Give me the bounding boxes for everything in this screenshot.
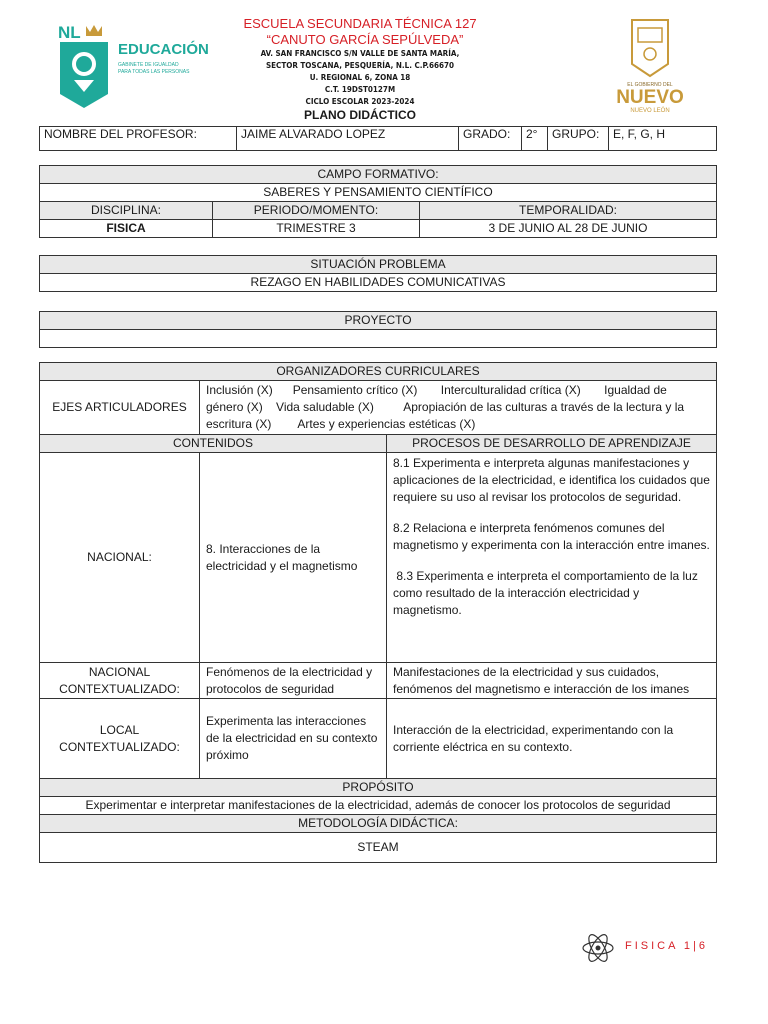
contenidos-label: CONTENIDOS [40,435,387,453]
nuevo-leon-logo [600,14,700,114]
school-name: ESCUELA SECUNDARIA TÉCNICA 127 [243,16,477,31]
situacion-table [39,255,717,292]
gob-nuevo: NUEVO [616,87,684,108]
temporalidad-value: 3 DE JUNIO AL 28 DE JUNIO [420,220,717,238]
nacional-procesos [387,453,717,663]
atom-icon [580,930,616,966]
grade-label: GRADO: [459,127,522,151]
teacher-name: JAIME ALVARADO LOPEZ [237,127,459,151]
campo-value: SABERES Y PENSAMIENTO CIENTÍFICO [40,184,717,202]
nacional-contenido: 8. Interacciones de la electricidad y el magnetismo [200,453,387,663]
ejes-line-1: Inclusión (X) Pensamiento crítico (X) Interculturalidad crítica (X) Igualdad de [206,383,667,397]
teacher-label: NOMBRE DEL PROFESOR: [40,127,237,151]
nacional-ctx-label: NACIONAL CONTEXTUALIZADO: [40,663,200,699]
teacher-table [39,126,717,151]
proposito-label: PROPÓSITO [40,779,717,797]
ejes-line-2: género (X) Vida saludable (X) Apropiación de las culturas a través de la lectura y la [206,400,685,414]
ejes-content [200,381,717,435]
school-cycle: CICLO ESCOLAR 2023-2024 [305,97,415,106]
ejes-label: EJES ARTICULADORES [40,381,200,435]
pda-8-1: 8.1 Experimenta e interpreta algunas manifestaciones y aplicaciones de la electricidad, e identifica los cuidados que requiere su uso al revisar los protocolos de seguridad. [393,456,710,504]
group-value: E, F, G, H [609,127,717,151]
grade-value: 2° [522,127,548,151]
logo-educacion-text: EDUCACIÓN [118,41,209,58]
temporalidad-label: TEMPORALIDAD: [420,202,717,220]
situacion-label: SITUACIÓN PROBLEMA [40,256,717,274]
page-footer: FISICA 1|6 [625,940,708,952]
address-line-1: AV. SAN FRANCISCO S/N VALLE DE SANTA MARÍA, [260,49,460,58]
local-ctx-label: LOCAL CONTEXTUALIZADO: [40,699,200,779]
local-ctx-proceso: Interacción de la electricidad, experimentando con la corriente eléctrica en su contexto. [387,699,717,779]
proyecto-table [39,311,717,348]
gob-small: EL GOBIERNO DEL [627,82,673,88]
school-header [230,16,490,122]
situacion-value: REZAGO EN HABILIDADES COMUNICATIVAS [40,274,717,292]
nacional-ctx-contenido: Fenómenos de la electricidad y protocolos de seguridad [200,663,387,699]
logo-sub2: PARA TODAS LAS PERSONAS [118,69,190,75]
region: U. REGIONAL 6, ZONA 18 [309,73,411,82]
metodologia-value: STEAM [40,833,717,863]
gob-sub: NUEVO LEÓN [630,108,670,114]
pda-8-3: 8.3 Experimenta e interpreta el comportamiento de la luz como resultado de la interacción electricidad y magnetismo. [393,569,702,617]
logo-nl-text: NL [58,23,81,42]
ct-code: C.T. 19DST0127M [324,85,396,94]
nacional-label: NACIONAL: [40,453,200,663]
nl-educacion-logo [58,22,218,110]
organizadores-title: ORGANIZADORES CURRICULARES [40,363,717,381]
campo-table [39,165,717,238]
ejes-line-3: escritura (X) Artes y experiencias estéticas (X) [206,417,476,431]
proposito-value: Experimentar e interpretar manifestaciones de la electricidad, además de conocer los protocolos de seguridad [40,797,717,815]
procesos-label: PROCESOS DE DESARROLLO DE APRENDIZAJE [387,435,717,453]
logo-sub1: GABINETE DE IGUALDAD [118,62,179,68]
document-title: PLANO DIDÁCTICO [304,108,416,122]
campo-label: CAMPO FORMATIVO: [40,166,717,184]
group-label: GRUPO: [548,127,609,151]
local-ctx-contenido: Experimenta las interacciones de la electricidad en su contexto próximo [200,699,387,779]
address-line-2: SECTOR TOSCANA, PESQUERÍA, N.L. C.P.66670 [265,61,455,70]
pda-8-2: 8.2 Relaciona e interpreta fenómenos comunes del magnetismo y experimenta con la interacción entre imanes. [393,521,710,552]
disciplina-label: DISCIPLINA: [40,202,213,220]
school-alias: “CANUTO GARCÍA SEPÚLVEDA” [266,32,464,47]
proyecto-value [40,330,717,348]
metodologia-label: METODOLOGÍA DIDÁCTICA: [40,815,717,833]
disciplina-value: FISICA [40,220,213,238]
organizadores-table [39,362,717,863]
periodo-value: TRIMESTRE 3 [213,220,420,238]
periodo-label: PERIODO/MOMENTO: [213,202,420,220]
proyecto-label: PROYECTO [40,312,717,330]
nacional-ctx-proceso: Manifestaciones de la electricidad y sus cuidados, fenómenos del magnetismo e interacción de los imanes [387,663,717,699]
